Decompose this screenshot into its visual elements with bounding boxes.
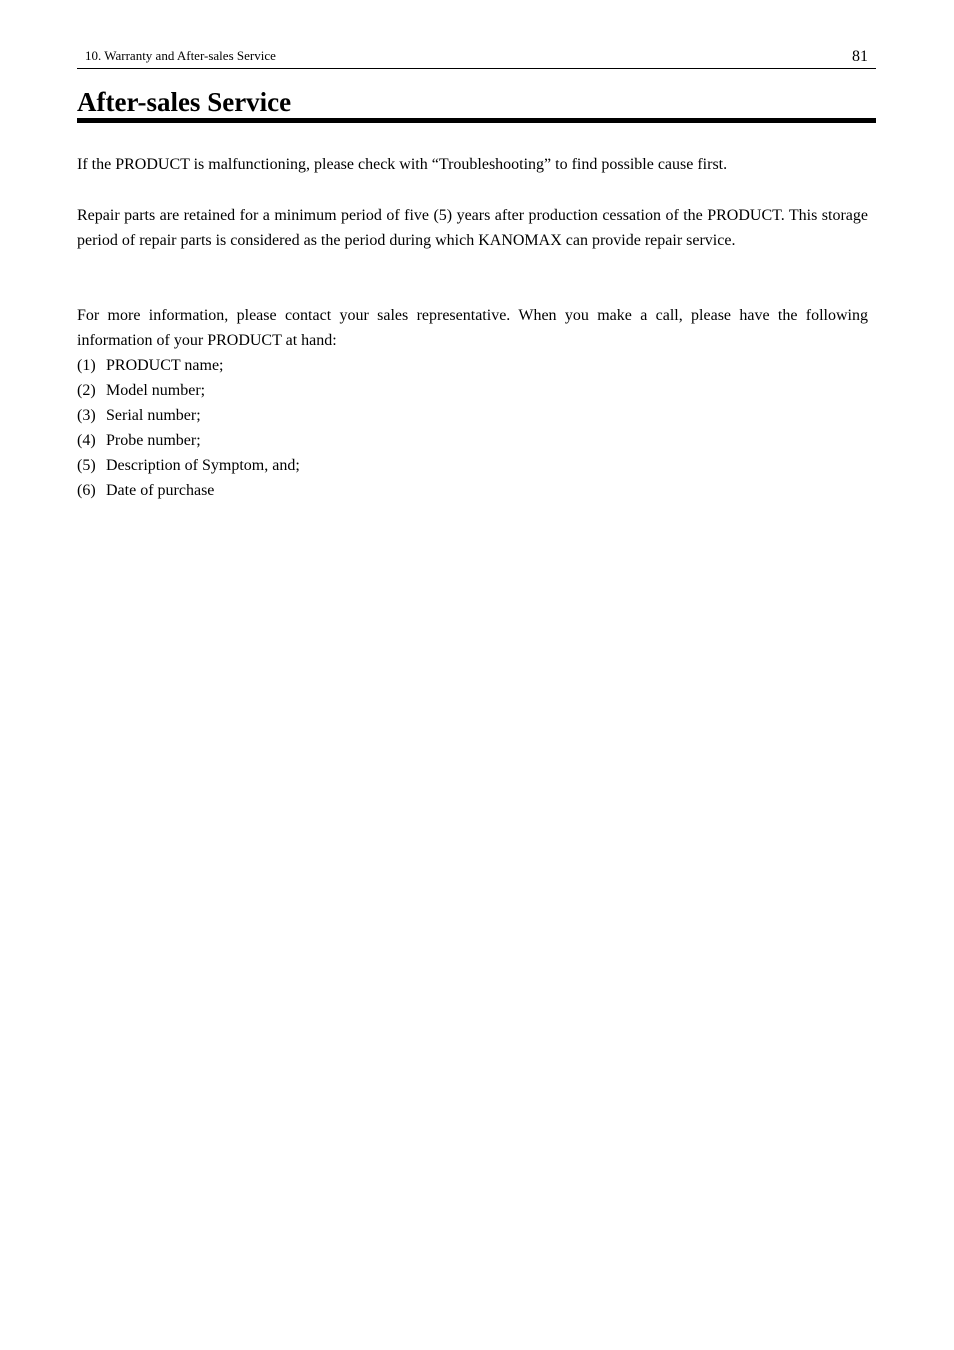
list-item-text: Date of purchase bbox=[106, 482, 215, 499]
list-item-text: Probe number; bbox=[106, 432, 201, 449]
list-item bbox=[77, 378, 300, 403]
page-number: 81 bbox=[852, 48, 868, 65]
paragraph-contact-info: For more information, please contact your sales representative. When you make a call, please have the following information of your PRODUCT at hand: bbox=[77, 307, 868, 349]
list-item-number: (6) bbox=[77, 482, 96, 499]
list-item-text: PRODUCT name; bbox=[106, 357, 224, 374]
header-section-title: 10. Warranty and After-sales Service bbox=[85, 48, 276, 63]
list-item bbox=[77, 428, 300, 453]
page-title: After-sales Service bbox=[77, 87, 292, 117]
required-info-list bbox=[77, 353, 300, 503]
list-item-number: (1) bbox=[77, 357, 96, 374]
list-item-number: (5) bbox=[77, 457, 96, 474]
list-item-text: Description of Symptom, and; bbox=[106, 457, 300, 474]
paragraph-repair-parts: Repair parts are retained for a minimum period of five (5) years after production cessation of the PRODUCT. This storage period of repair parts is considered as the period during which KANOMAX can provide repair service. bbox=[77, 207, 868, 249]
list-item bbox=[77, 403, 300, 428]
list-item bbox=[77, 453, 300, 478]
list-item-number: (2) bbox=[77, 382, 96, 399]
list-item-number: (3) bbox=[77, 407, 96, 424]
page-header bbox=[77, 46, 876, 69]
list-item-number: (4) bbox=[77, 432, 96, 449]
title-underline bbox=[77, 118, 876, 123]
list-item bbox=[77, 353, 300, 378]
list-item bbox=[77, 478, 300, 503]
paragraph-troubleshooting: If the PRODUCT is malfunctioning, please check with “Troubleshooting” to find possible cause first. bbox=[77, 156, 728, 173]
list-item-text: Serial number; bbox=[106, 407, 201, 424]
list-item-text: Model number; bbox=[106, 382, 206, 399]
